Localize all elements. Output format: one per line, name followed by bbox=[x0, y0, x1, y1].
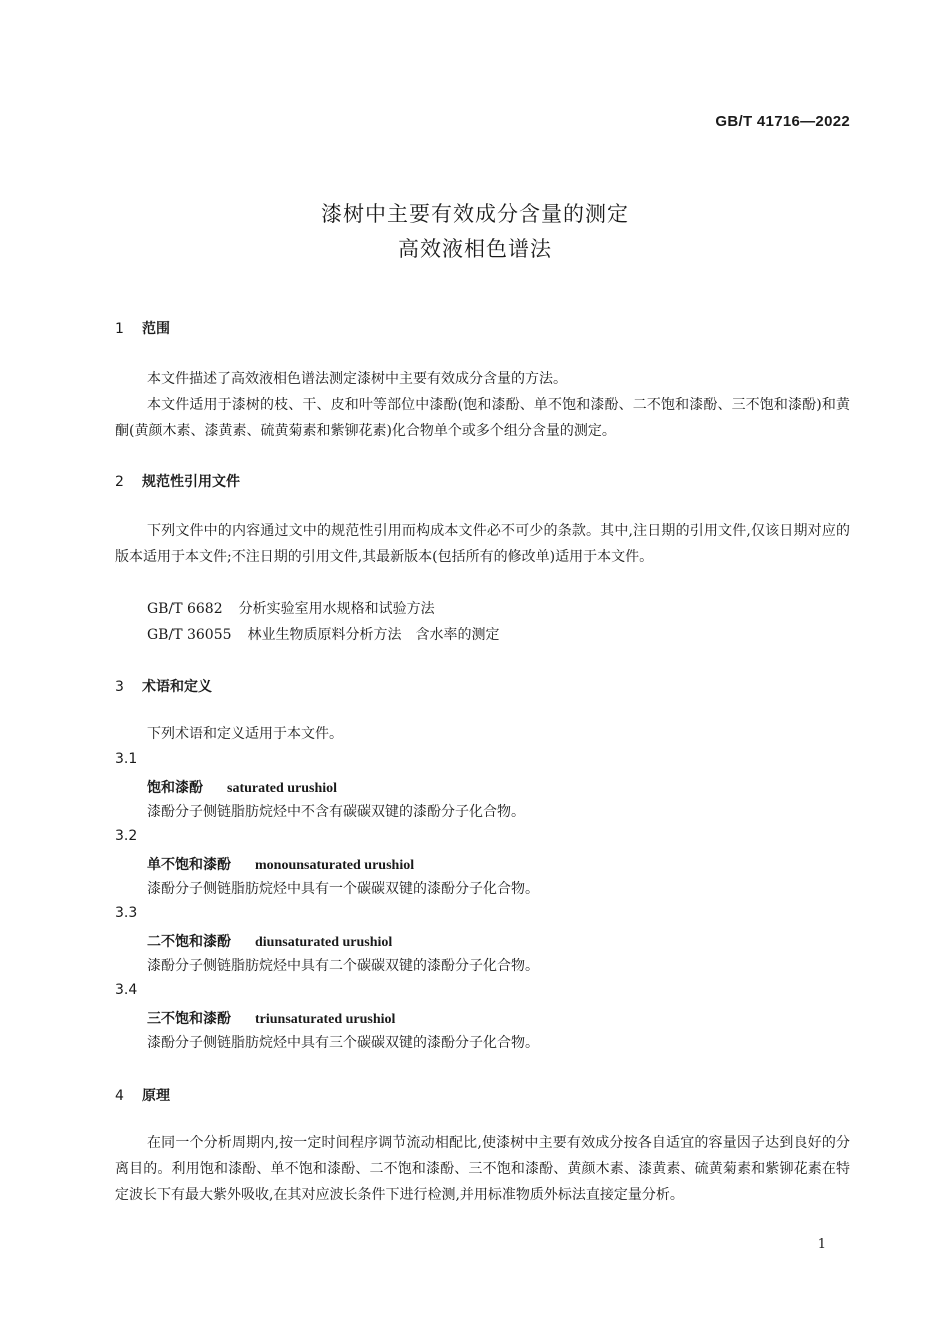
term-number: 3.3 bbox=[115, 905, 138, 921]
term-zh: 单不饱和漆酚 bbox=[147, 857, 231, 873]
term-definition: 漆酚分子侧链脂肪烷烃中具有一个碳碳双键的漆酚分子化合物。 bbox=[147, 881, 539, 897]
term-zh: 三不饱和漆酚 bbox=[147, 1011, 231, 1027]
term-entry bbox=[147, 1008, 395, 1028]
term-en: diunsaturated urushiol bbox=[255, 935, 393, 950]
section-3-paragraph-1: 下列术语和定义适用于本文件。 bbox=[147, 726, 343, 742]
section-2-heading bbox=[115, 471, 240, 491]
term-number: 3.2 bbox=[115, 828, 138, 844]
term-en: saturated urushiol bbox=[227, 781, 338, 796]
section-number: 3 bbox=[115, 679, 124, 695]
section-1-paragraph-1: 本文件描述了高效液相色谱法测定漆树中主要有效成分含量的方法。 bbox=[147, 371, 567, 387]
section-title: 原理 bbox=[142, 1088, 170, 1104]
term-definition: 漆酚分子侧链脂肪烷烃中具有三个碳碳双键的漆酚分子化合物。 bbox=[147, 1035, 539, 1051]
section-3-heading bbox=[115, 676, 212, 696]
section-number: 1 bbox=[115, 321, 124, 337]
term-en: monounsaturated urushiol bbox=[255, 858, 415, 873]
normative-reference bbox=[147, 598, 435, 618]
section-title: 术语和定义 bbox=[142, 679, 212, 695]
term-entry bbox=[147, 777, 337, 797]
term-zh: 饱和漆酚 bbox=[147, 780, 203, 796]
term-number: 3.1 bbox=[115, 751, 138, 767]
section-title: 范围 bbox=[142, 321, 170, 337]
section-4-paragraph-1: 在同一个分析周期内,按一定时间程序调节流动相配比,使漆树中主要有效成分按各自适宜的容量因子达到良好的分离目的。利用饱和漆酚、单不饱和漆酚、二不饱和漆酚、三不饱和漆酚、黄颜木素、漆黄素、硫黄菊素和紫铆花素在特定波长下有最大紫外吸收,在其对应波长条件下进行检测,并用标准物质外标法直接定量分析。 bbox=[115, 1135, 850, 1203]
standard-code: GB/T 41716—2022 bbox=[715, 113, 850, 130]
reference-title: 林业生物质原料分析方法 含水率的测定 bbox=[247, 627, 500, 643]
document-subtitle: 高效液相色谱法 bbox=[398, 237, 552, 261]
term-en: triunsaturated urushiol bbox=[255, 1012, 396, 1027]
section-title: 规范性引用文件 bbox=[142, 474, 240, 490]
term-entry bbox=[147, 931, 392, 951]
term-entry bbox=[147, 854, 414, 874]
term-zh: 二不饱和漆酚 bbox=[147, 934, 231, 950]
term-number: 3.4 bbox=[115, 982, 138, 998]
section-1-heading bbox=[115, 318, 170, 338]
normative-reference bbox=[147, 624, 500, 644]
document-title: 漆树中主要有效成分含量的测定 bbox=[321, 202, 629, 226]
term-definition: 漆酚分子侧链脂肪烷烃中不含有碳碳双键的漆酚分子化合物。 bbox=[147, 804, 525, 820]
section-1-paragraph-2: 本文件适用于漆树的枝、干、皮和叶等部位中漆酚(饱和漆酚、单不饱和漆酚、二不饱和漆酚、三不饱和漆酚)和黄酮(黄颜木素、漆黄素、硫黄菊素和紫铆花素)化合物单个或多个组分含量的测定。 bbox=[115, 397, 850, 439]
reference-code: GB/T 36055 bbox=[147, 627, 232, 643]
term-definition: 漆酚分子侧链脂肪烷烃中具有二个碳碳双键的漆酚分子化合物。 bbox=[147, 958, 539, 974]
reference-code: GB/T 6682 bbox=[147, 601, 223, 617]
section-number: 4 bbox=[115, 1088, 124, 1104]
section-2-paragraph-1: 下列文件中的内容通过文中的规范性引用而构成本文件必不可少的条款。其中,注日期的引用文件,仅该日期对应的版本适用于本文件;不注日期的引用文件,其最新版本(包括所有的修改单)适用于本文件。 bbox=[115, 523, 850, 565]
page-number: 1 bbox=[817, 1237, 826, 1252]
section-number: 2 bbox=[115, 474, 124, 490]
section-4-heading bbox=[115, 1085, 170, 1105]
reference-title: 分析实验室用水规格和试验方法 bbox=[238, 601, 435, 617]
